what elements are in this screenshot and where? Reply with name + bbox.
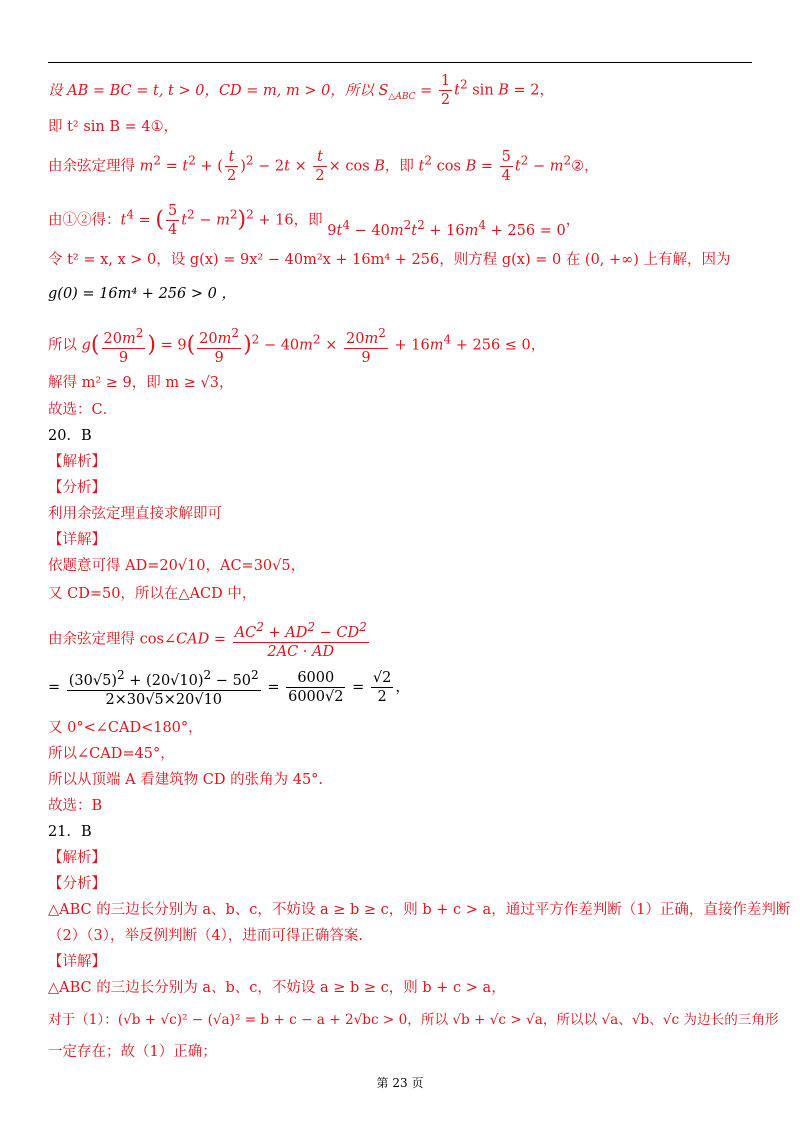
text-line: 一定存在；故（1）正确； <box>48 1044 217 1060</box>
text-line: 即 t² sin B = 4①， <box>48 119 179 135</box>
text-line: 所以 g( $\frac{20m^2}{9}$ ) = 9( $\frac{20m^2}{9}$ )$^2 - 40m^2$ × $\frac{20m^2}{9}$ + $16m^4 + 256 \le 0$， <box>48 326 546 366</box>
text-line: 利用余弦定理直接求解即可 <box>48 506 222 522</box>
header-rule <box>48 62 752 63</box>
fraction: $\frac{(30√5)^2 + (20√10)^2 - 50^2}{2\times 30√5\times 20√10}$ <box>68 668 259 708</box>
text-line: 所以从顶端 A 看建筑物 CD 的张角为 45°. <box>48 772 324 788</box>
fraction: $\frac{20m^2}{9}$ <box>103 326 144 366</box>
section-heading: 【解析】 <box>48 454 106 470</box>
text-line: △ABC 的三边长分别为 a、b、c，不妨设 a ≥ b ≥ c，则 b + c > a， <box>48 980 506 996</box>
math-inline: 设 AB = BC = t, t > 0，CD = m, m > 0，所以 $S_{\triangle ABC}$ = <box>48 82 433 102</box>
fraction: $\frac{√2}{2}$ <box>372 669 392 705</box>
text-line: g(0) = 16m⁴ + 256 > 0 ， <box>48 286 236 302</box>
fraction: $\frac{t}{2}$ <box>315 149 325 184</box>
section-heading: 【详解】 <box>48 532 106 548</box>
text-line: 设 AB = BC = t, t > 0，CD = m, m > 0，所以 $S_{\triangle ABC}$ = $\frac{1}{2}$ $t^2$ sin B = 2， <box>48 73 555 108</box>
text-line: 由余弦定理得 cos∠CAD = $\frac{AC^2 + AD^2 - CD^2}{2AC \cdot AD}$ <box>48 620 367 660</box>
fraction: $\frac{20m^2}{9}$ <box>199 326 240 366</box>
text-line: 解得 m² ≥ 9，即 m ≥ √3， <box>48 375 234 391</box>
section-heading: 【解析】 <box>48 850 106 866</box>
text-line: = $\frac{(30√5)^2 + (20√10)^2 - 50^2}{2\times 30√5\times 20√10}$ = $\frac{6000}{6000√2}$ = $\frac{√2}{2}$ ， <box>48 668 410 708</box>
text-line: △ABC 的三边长分别为 a、b、c，不妨设 a ≥ b ≥ c，则 b + c > a，通过平方作差判断（1）正确，直接作差判断 <box>48 902 791 918</box>
fraction: $\frac{t}{2}$ <box>226 149 237 184</box>
text-line: （2）（3），举反例判断（4），进而可得正确答案. <box>48 928 364 944</box>
section-heading: 【详解】 <box>48 954 106 970</box>
section-heading: 【分析】 <box>48 876 106 892</box>
text-line: 由①②得：$t^4$ = ( $\frac{5}{4}$ $t^2 - m^2)^2 + 16$，即 $9t^4 - 40m^2t^2 + 16m^4 + 256 = 0$， <box>48 203 581 239</box>
text-line: 依题意可得 AD=20√10，AC=30√5， <box>48 558 306 574</box>
question-number: 21．B <box>48 824 92 840</box>
text-line: 令 t² = x, x > 0，设 g(x) = 9x² − 40m²x + 16m⁴ + 256，则方程 g(x) = 0 在 (0, +∞) 上有解，因为 <box>48 252 731 268</box>
fraction: $\frac{20m^2}{9}$ <box>345 326 386 366</box>
section-heading: 【分析】 <box>48 480 106 496</box>
fraction: $\frac{AC^2 + AD^2 - CD^2}{2AC \cdot AD}$ <box>234 620 367 660</box>
text-line: 所以∠CAD=45°， <box>48 746 175 762</box>
text-line: 对于（1）：(√b + √c)² − (√a)² = b + c − a + 2√bc > 0，所以 √b + √c > √a，所以以 √a、√b、√c 为边长的三角形 <box>48 1012 779 1028</box>
question-number: 20．B <box>48 428 92 444</box>
fraction: $\frac{5}{4}$ <box>167 203 178 238</box>
fraction: $\frac{1}{2}$ <box>440 73 451 108</box>
fraction: $\frac{5}{4}$ <box>501 149 511 184</box>
fraction: $\frac{6000}{6000√2}$ <box>288 669 344 705</box>
page-number: 第 23 页 <box>376 1076 424 1090</box>
text-line: 又 0°<∠CAD<180°， <box>48 720 203 736</box>
text-line: 故选：B <box>48 798 103 814</box>
text-line: 由余弦定理得 $m^2 = t^2$ + ( $\frac{t}{2}$ )$^2$ − 2t × $\frac{t}{2}$ × cos B，即 $t^2$ cos B = $\frac{5}{4}$ $t^2$ − $m^2②$， <box>48 149 599 184</box>
text-line: 故选：C． <box>48 402 118 418</box>
text-line: 又 CD=50，所以在△ACD 中， <box>48 586 257 602</box>
